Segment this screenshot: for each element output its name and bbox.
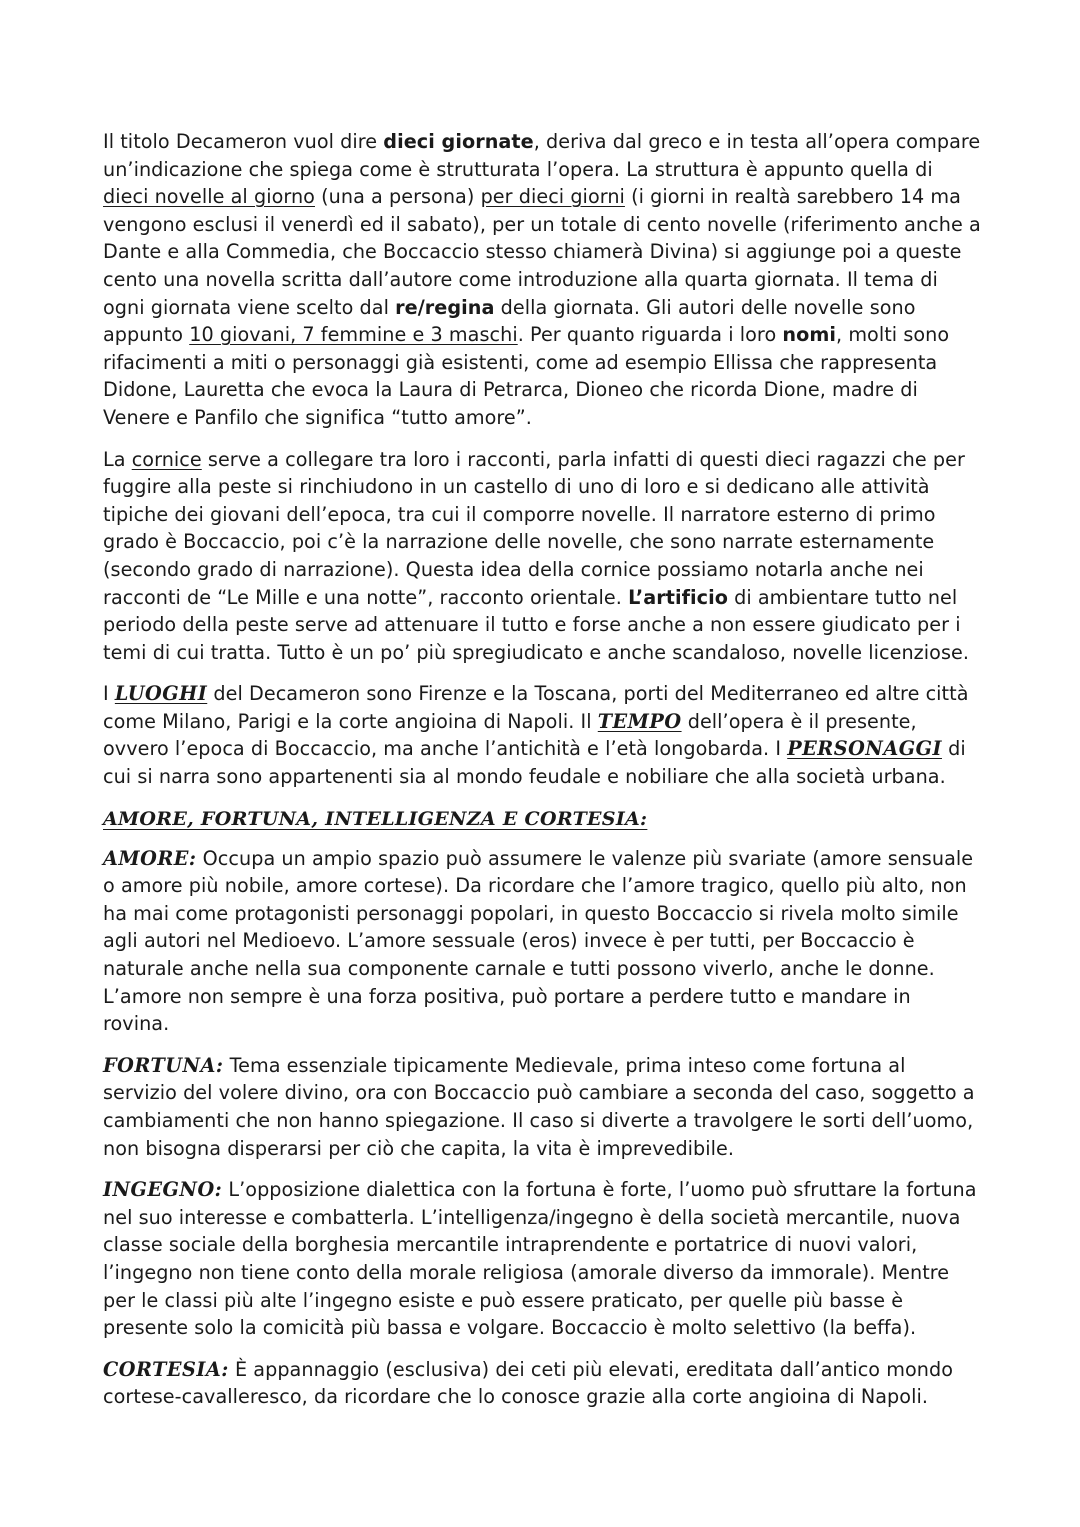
document-page	[103, 128, 983, 1425]
bold-dieci-giornate: dieci giornate	[383, 130, 534, 153]
paragraph-ingegno: INGEGNO: L’opposizione dialettica con la fortuna è forte, l’uomo può sfruttare la fortuna nel suo interesse e combatterla. L’intelligenza/ingegno è della società mercantile, nuova classe sociale della borghesia mercantile intraprendente e portatrice di nuovi valori, l’ingegno non tiene conto della morale religiosa (amorale diverso da immorale). Mentre per le classi più alte l’ingegno esiste e può essere praticato, per quelle più basse è presente solo la comicità più bassa e volgare. Boccaccio è molto selettivo (la beffa).	[103, 1178, 977, 1340]
paragraph-title-structure: Il titolo Decameron vuol dire dieci giornate, deriva dal greco e in testa all’opera compare un’indicazione che spiega come è strutturata l’opera. La struttura è appunto quella di dieci novelle al giorno (una a persona) per dieci giorni (i giorni in realtà sarebbero 14 ma vengono esclusi il venerdì ed il sabato), per un totale di cento novelle (riferimento anche a Dante e alla Commedia, che Boccaccio stesso chiamerà Divina) si aggiunge poi a queste cento una novella scritta dall’autore come introduzione alla quarta giornata. Il tema di ogni giornata viene scelto dal re/regina della giornata. Gli autori delle novelle sono appunto 10 giovani, 7 femmine e 3 maschi. Per quanto riguarda i loro nomi, molti sono rifacimenti a miti o personaggi già esistenti, come ad esempio Ellissa che rappresenta Didone, Lauretta che evoca la Laura di Petrarca, Dioneo che ricorda Dione, madre di Venere e Panfilo che significa “tutto amore”.	[103, 130, 981, 429]
underline-giovani: 10 giovani, 7 femmine e 3 maschi	[189, 323, 518, 347]
paragraph-amore: AMORE: Occupa un ampio spazio può assumere le valenze più svariate (amore sensuale o amore più nobile, amore cortese). Da ricordare che l’amore tragico, quello più alto, non ha mai come protagonisti personaggi popolari, in questo Boccaccio si rivela molto simile agli autori nel Medioevo. L’amore sessuale (eros) invece è per tutti, per Boccaccio è naturale anche nella sua componente carnale e tutti possono viverlo, anche le donne. L’amore non sempre è una forza positiva, può portare a perdere tutto e mandare in rovina.	[103, 846, 974, 1036]
bold-artificio: L’artificio	[628, 585, 728, 609]
label-ingegno: INGEGNO:	[103, 1178, 223, 1202]
underline-dieci-novelle: dieci novelle al giorno	[103, 185, 315, 209]
underline-cornice: cornice	[131, 447, 202, 471]
bold-re-regina: re/regina	[395, 295, 495, 319]
label-amore: AMORE:	[103, 846, 197, 870]
paragraph-luoghi-tempo-personaggi: I LUOGHI del Decameron sono Firenze e la Toscana, porti del Mediterraneo ed altre città come Milano, Parigi e la corte angioina di Napoli. Il TEMPO dell’opera è il presente, ovvero l’epoca di Boccaccio, ma anche l’antichità e l’età longobarda. I PERSONAGGI di cui si narra sono appartenenti sia al mondo feudale e nobiliare che alla società urbana.	[103, 682, 969, 789]
paragraph-cornice: La cornice serve a collegare tra loro i racconti, parla infatti di questi dieci ragazzi che per fuggire alla peste si rinchiudono in un castello di uno di loro e si dedicano alle attività tipiche dei giovani dell’epoca, tra cui il comporre novelle. Il narratore esterno di primo grado è Boccaccio, poi c’è la narrazione delle novelle, che sono narrate esternamente (secondo grado di narrazione). Questa idea della cornice possiamo notarla anche nei racconti de “Le Mille e una notte”, racconto orientale. L’artificio di ambientare tutto nel periodo della peste serve ad attenuare il tutto e forse anche a non essere giudicato per i temi di cui tratta. Tutto è un po’ più spregiudicato e anche scandaloso, novelle licenziose.	[103, 447, 970, 664]
handwritten-luoghi: LUOGHI	[114, 682, 208, 706]
bold-nomi: nomi	[782, 323, 837, 347]
label-fortuna: FORTUNA:	[103, 1053, 224, 1077]
underline-dieci-giorni: per dieci giorni	[480, 185, 625, 209]
paragraph-fortuna: FORTUNA: Tema essenziale tipicamente Medievale, prima inteso come fortuna al servizio del volere divino, ora con Boccaccio può cambiare a seconda del caso, soggetto a cambiamenti che non hanno spiegazione. Il caso si diverte a travolgere le sorti dell’uomo, non bisogna disperarsi per ciò che capita, la vita è imprevedibile.	[103, 1053, 975, 1160]
label-cortesia: CORTESIA:	[103, 1357, 229, 1381]
section-heading-themes: AMORE, FORTUNA, INTELLIGENZA E CORTESIA:	[103, 807, 648, 830]
handwritten-personaggi: PERSONAGGI	[787, 737, 942, 761]
handwritten-tempo: TEMPO	[597, 709, 682, 733]
paragraph-cortesia: CORTESIA: È appannaggio (esclusiva) dei ceti più elevati, ereditata dall’antico mondo cortese-cavalleresco, da ricordare che lo conosce grazie alla corte angioina di Napoli.	[103, 1357, 953, 1409]
